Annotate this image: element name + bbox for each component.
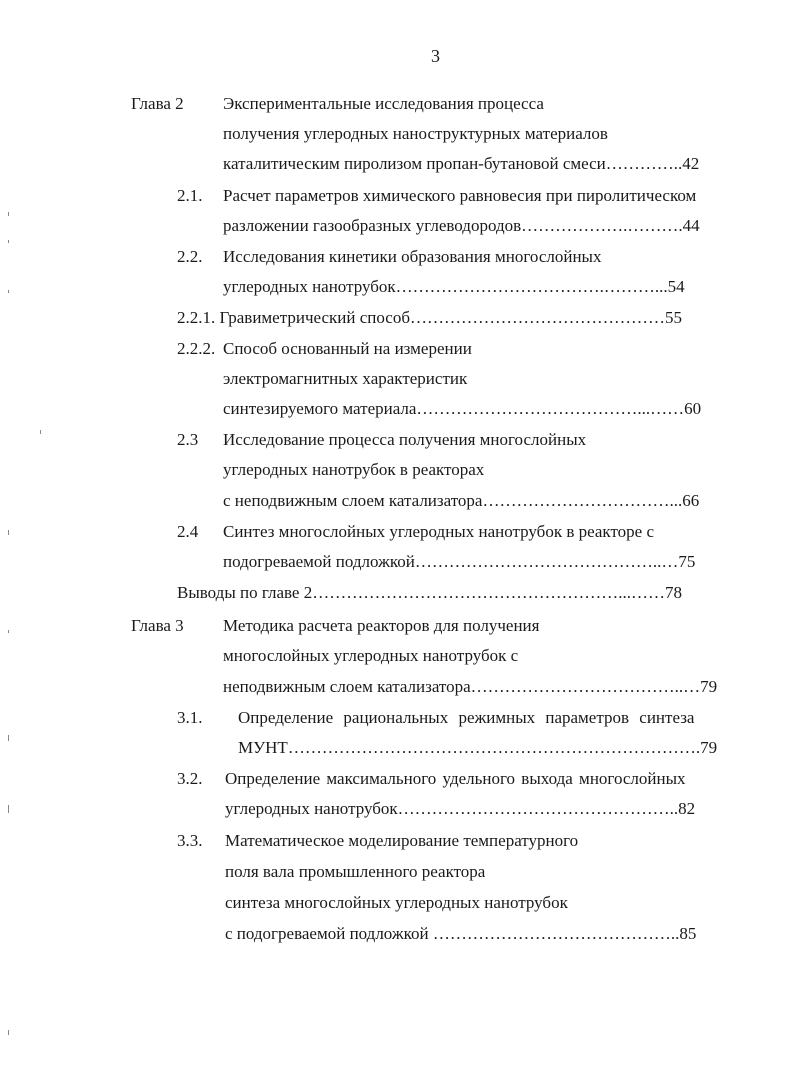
toc-entry-title: многослойных углеродных нанотрубок с xyxy=(223,646,519,665)
toc-entry-title: с неподвижным слоем катализатора……………………………...66 xyxy=(223,491,700,510)
scan-speck xyxy=(8,735,9,741)
scan-speck xyxy=(8,240,9,243)
toc-entry-title: электромагнитных характеристик xyxy=(223,369,468,388)
toc-section-number: 2.3 xyxy=(177,430,199,449)
toc-entry-title: синтеза многослойных углеродных нанотрубок xyxy=(225,893,568,912)
scan-speck xyxy=(8,212,9,216)
toc-chapter-label: Глава 2 xyxy=(131,94,184,113)
toc-entry-title: Определение рациональных режимных параметров синтеза xyxy=(238,708,695,727)
toc-section-number: 2.1. xyxy=(177,186,203,205)
toc-entry-title: поля вала промышленного реактора xyxy=(225,862,486,881)
toc-entry-title: Методика расчета реакторов для получения xyxy=(223,616,540,635)
scan-speck xyxy=(8,290,9,293)
toc-entry-title: 2.2.1. Гравиметрический способ………………………………………55 xyxy=(177,308,682,327)
toc-section-number: 2.4 xyxy=(177,522,199,541)
toc-entry-title: Исследования кинетики образования многослойных xyxy=(223,247,602,266)
toc-section-number: 2.2.2. xyxy=(177,339,216,358)
toc-entry-title: углеродных нанотрубок…………………………………………..82 xyxy=(225,799,696,818)
toc-entry-title: неподвижным слоем катализатора………………………………..…79 xyxy=(223,677,718,696)
toc-entry-title: Выводы по главе 2………………………………………………...……78 xyxy=(177,583,682,602)
page-number: 3 xyxy=(431,46,440,66)
toc-section-number: 3.2. xyxy=(177,769,203,788)
scan-speck xyxy=(8,805,9,813)
scan-speck xyxy=(8,630,9,633)
scan-speck xyxy=(8,530,9,535)
toc-entry-title: разложении газообразных углеводородов……………….……….44 xyxy=(223,216,700,235)
toc-entry-title: углеродных нанотрубок……………………………….………...54 xyxy=(223,277,685,296)
toc-entry-title: с подогреваемой подложкой ……………………………………..85 xyxy=(225,924,697,943)
toc-entry-title: Синтез многослойных углеродных нанотрубок в реакторе с xyxy=(223,522,654,541)
toc-entry-title: Математическое моделирование температурного xyxy=(225,831,579,850)
toc-entry-title: Расчет параметров химического равновесия при пиролитическом xyxy=(223,186,697,205)
toc-chapter-label: Глава 3 xyxy=(131,616,184,635)
toc-entry-title: каталитическим пиролизом пропан-бутановой смеси…………..42 xyxy=(223,154,700,173)
toc-entry-title: подогреваемой подложкой……………………………………..…75 xyxy=(223,552,696,571)
toc-section-number: 2.2. xyxy=(177,247,203,266)
toc-entry-title: углеродных нанотрубок в реакторах xyxy=(223,460,485,479)
toc-section-number: 3.1. xyxy=(177,708,203,727)
toc-entry-title: синтезируемого материала…………………………………...……60 xyxy=(223,399,702,418)
toc-entry-title: МУНТ……………………………………………………………….79 xyxy=(238,738,718,757)
toc-entry-title: Способ основанный на измерении xyxy=(223,339,472,358)
toc-entry-title: Исследование процесса получения многослойных xyxy=(223,430,587,449)
scan-speck xyxy=(40,430,41,434)
toc-section-number: 3.3. xyxy=(177,831,203,850)
toc-entry-title: получения углеродных наноструктурных материалов xyxy=(223,124,608,143)
toc-entry-title: Определение максимального удельного выхода многослойных xyxy=(225,769,686,788)
toc-entry-title: Экспериментальные исследования процесса xyxy=(223,94,544,113)
scan-speck xyxy=(8,1030,9,1035)
